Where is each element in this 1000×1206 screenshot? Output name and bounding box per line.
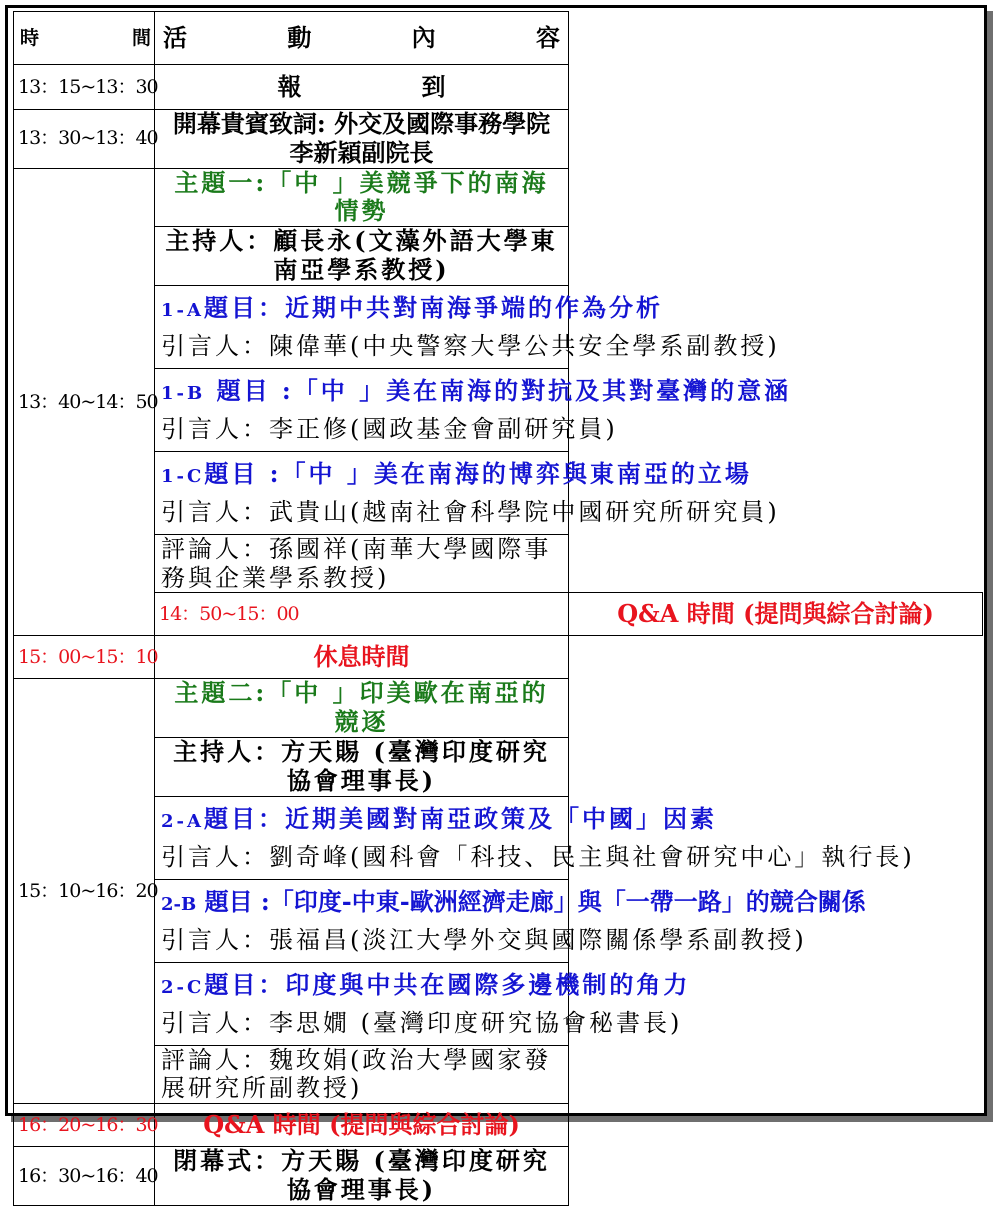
topic-1c [155,451,780,534]
time-cell: 13：30~13：40 [14,110,155,169]
row-qa2 [14,1104,983,1147]
row-theme1 [14,168,983,227]
qa2-text: Q&A 時間 (提問與綜合討論) [155,1104,569,1147]
topic-code: 1-B [161,382,206,404]
host1: 主持人：顧長永(文藻外語大學東南亞學系教授) [155,227,569,286]
row-topic-2a [14,796,983,879]
theme1-title: 主題一:「中 」美競爭下的南海情勢 [155,168,569,227]
row-topic-1a [14,285,983,368]
time-cell: 16：30~16：40 [14,1147,155,1206]
commentator1: 評論人：孫國祥(南華大學國際事務與企業學系教授) [155,534,569,593]
row-host1 [14,227,983,286]
row-break [14,636,983,679]
schedule-frame [5,5,987,1204]
registration-cell: 報 到 [155,65,569,110]
row-comment1 [14,534,983,593]
topic-title: 題目 :「中 」美在南海的博弈與東南亞的立場 [204,458,752,488]
row-closing [14,1147,983,1206]
topic-title: 題目：近期美國對南亞政策及「中國」因素 [203,803,717,833]
topic-code: 1-C [161,465,205,487]
speaker: 引言人：李思嫺 (臺灣印度研究協會秘書長) [161,1008,683,1037]
header-time: 時 間 [14,12,155,65]
closing-text: 閉幕式：方天賜 (臺灣印度研究協會理事長) [155,1147,569,1206]
topic-2c [155,962,691,1045]
topic-2a [155,796,915,879]
row-comment2 [14,1045,983,1104]
row-topic-2b [14,879,983,962]
row-opening [14,110,983,169]
topic-title: 題目 :「印度-中東-歐洲經濟走廊」與「一帶一路」的競合關係 [204,886,866,916]
topic-1b [155,368,792,451]
row-topic-1b [14,368,983,451]
header-activity: 活 動 內 容 [155,12,569,65]
time-cell: 16：20~16：30 [14,1104,155,1147]
speaker: 引言人：張福昌(淡江大學外交與國際關係學系副教授) [161,925,807,954]
row-topic-1c [14,451,983,534]
time-cell: 15：00~15：10 [14,636,155,679]
topic-2b [155,879,866,962]
topic-code: 2-C [161,976,205,998]
topic-code: 1-A [161,299,204,321]
time-cell-session2: 15：10~16：20 [14,679,155,1104]
time-cell: 14：50~15：00 [155,593,569,636]
speaker: 引言人：武貴山(越南社會科學院中國研究所研究員) [161,497,780,526]
commentator2: 評論人：魏玫娟(政治大學國家發展研究所副教授) [155,1045,569,1104]
row-host2 [14,737,983,796]
host2: 主持人：方天賜 (臺灣印度研究協會理事長) [155,737,569,796]
qa1-text: Q&A 時間 (提問與綜合討論) [569,593,983,636]
time-cell-session1: 13：40~14：50 [14,168,155,636]
row-theme2 [14,679,983,738]
row-qa1 [14,593,983,636]
time-cell: 13：15~13：30 [14,65,155,110]
speaker: 引言人：陳偉華(中央警察大學公共安全學系副教授) [161,331,780,360]
topic-1a [155,285,780,368]
row-topic-2c [14,962,983,1045]
theme2-title: 主題二:「中 」印美歐在南亞的競逐 [155,679,569,738]
speaker: 引言人：李正修(國政基金會副研究員) [161,414,618,443]
speaker: 引言人：劉奇峰(國科會「科技、民主與社會研究中心」執行長) [161,842,915,871]
topic-title: 題目：印度與中共在國際多邊機制的角力 [204,969,691,999]
schedule-table [13,11,983,1206]
header-row [14,12,983,65]
opening-remarks: 開幕貴賓致詞: 外交及國際事務學院李新穎副院長 [155,110,569,169]
topic-title: 題目 :「中 」美在南海的對抗及其對臺灣的意涵 [216,375,792,405]
break-text: 休息時間 [155,636,569,679]
row-registration [14,65,983,110]
topic-code: 2-B [161,893,197,915]
topic-title: 題目：近期中共對南海爭端的作為分析 [203,292,663,322]
topic-code: 2-A [161,810,204,832]
